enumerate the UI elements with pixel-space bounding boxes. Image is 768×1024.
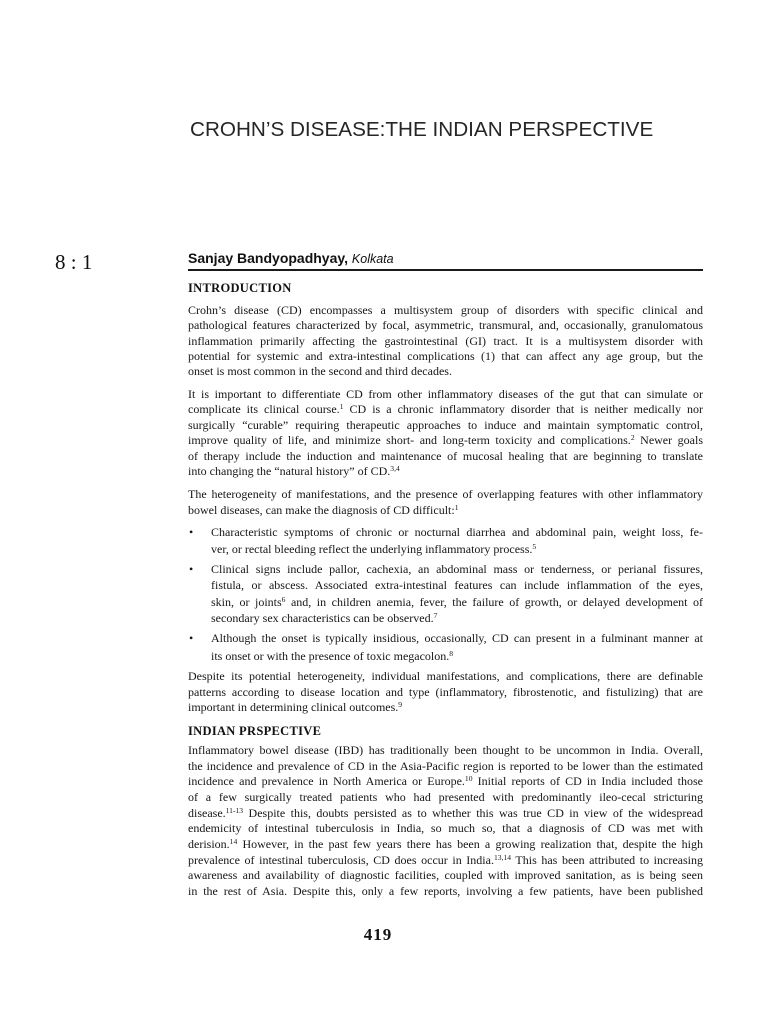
citation-superscript: 5 <box>532 542 537 551</box>
intro-paragraph-2 <box>188 387 703 479</box>
text-line: Characteristic symptoms of chronic or nocturnal diarrhea and abdominal pain, weight loss, fe- <box>211 525 703 539</box>
text-line: derision.$^{14}$ However, in the past few years there has been a growing realization that, despite the high <box>188 837 703 852</box>
bullet-text <box>211 524 703 558</box>
text-line: important in determining clinical outcomes.$^9$ <box>188 700 403 714</box>
citation-superscript: 9 <box>398 700 403 709</box>
text-line: the incidence and prevalence of CD in the Asia-Pacific region is reported to be lower than the estimated <box>188 758 703 773</box>
chapter-title: CROHN’S DISEASE:THE INDIAN PERSPECTIVE <box>190 118 654 141</box>
bullet-icon: • <box>189 562 194 576</box>
indian-perspective-paragraph-1 <box>188 743 703 900</box>
text-line: disease.$^{11-13}$ Despite this, doubts persisted as to whether this was true CD in view of the widespread <box>188 805 703 820</box>
bullet-text <box>211 561 703 626</box>
chapter-number: 8 : 1 <box>55 250 93 274</box>
text-line: potential for systemic and extra-intestinal complications (1) that can affect any age group, but the <box>188 348 703 363</box>
citation-superscript: 1 <box>454 503 459 512</box>
bullet-item-onset <box>188 629 703 665</box>
bullet-icon: • <box>189 525 194 539</box>
text-line: of therapy include the induction and maintenance of mucosal healing that are beginning to translate <box>188 448 703 463</box>
text-line: into changing the “natural history” of CD.$^{3,4}$ <box>188 464 400 479</box>
intro-paragraph-4 <box>188 669 703 716</box>
text-line: Although the onset is typically insidious, occasionally, CD can present in a fulminant manner at <box>211 631 703 645</box>
author-location: Kolkata <box>351 252 394 266</box>
citation-superscript: 14 <box>229 837 238 847</box>
text-line: Clinical signs include pallor, cachexia, an abdominal mass or tenderness, or perianal fissures, <box>211 562 703 576</box>
bullet-item-symptoms <box>188 524 703 558</box>
bullet-text <box>211 629 703 665</box>
citation-superscript: 3,4 <box>390 464 400 474</box>
citation-superscript: 7 <box>433 610 438 620</box>
citation-superscript: 2 <box>630 433 635 443</box>
text-line: onset is most common in the second and third decades. <box>188 364 452 378</box>
section-heading-indian-perspective: INDIAN PRSPECTIVE <box>188 724 322 738</box>
text-line: improve quality of life, and minimize short- and long-term toxicity and complications.$^2$ Newer goals <box>188 433 703 448</box>
citation-superscript: 13,14 <box>493 852 512 862</box>
text-line: surgically “curable” requiring therapeutic approaches to induce and maintain symptomatic control, <box>188 417 703 432</box>
bullet-icon: • <box>189 631 194 645</box>
text-line: Crohn’s disease (CD) encompasses a multisystem group of disorders with specific clinical and <box>188 303 703 317</box>
header-rule <box>188 269 703 271</box>
text-line: secondary sex characteristics can be observed.$^7$ <box>211 610 438 625</box>
intro-paragraph-3 <box>188 486 703 518</box>
citation-superscript: 8 <box>449 649 454 658</box>
text-line: ver, or rectal bleeding reflect the underlying inflammatory process.$^5$ <box>211 542 537 556</box>
text-line: Despite its potential heterogeneity, individual manifestations, and complications, there are definable <box>188 669 703 683</box>
text-line: patterns according to disease location and type (inflammatory, fibrostenotic, and fistulizing) that are <box>188 684 703 699</box>
text-line: incidence and prevalence in North America or Europe.$^{10}$ Initial reports of CD in India included those <box>188 774 703 789</box>
citation-superscript: 10 <box>464 774 473 784</box>
text-line: prevalence of intestinal tuberculosis, CD does occur in India.$^{13,14}$ This has been attributed to increasing <box>188 852 703 867</box>
text-line: endemicity of intestinal tuberculosis in India, so much so, that a diagnosis of CD was met with <box>188 821 703 836</box>
text-line: Inflammatory bowel disease (IBD) has traditionally been thought to be uncommon in India. Overall, <box>188 743 703 757</box>
citation-superscript: 1 <box>339 402 344 412</box>
author-name: Sanjay Bandyopadhyay, <box>188 250 349 266</box>
bullet-item-clinical-signs <box>188 561 703 626</box>
text-line: The heterogeneity of manifestations, and the presence of overlapping features with other inflammatory <box>188 487 703 501</box>
author-line <box>188 249 394 268</box>
text-line: inflammation primarily affecting the gastrointestinal (GI) tract. It is a multisystem disorder with <box>188 333 703 348</box>
section-heading-introduction: INTRODUCTION <box>188 281 292 295</box>
citation-superscript: 6 <box>281 594 286 604</box>
text-line: fistula, or abscess. Associated extra-intestinal features can include inflammation of the eyes, <box>211 578 703 593</box>
text-line: of a few surgically treated patients who had presented with predominantly ileo-cecal stricturing <box>188 790 703 805</box>
text-line: bowel diseases, can make the diagnosis of CD difficult:$^1$ <box>188 503 459 517</box>
text-line: complicate its clinical course.$^1$ CD is a chronic inflammatory disorder that is neither medically nor <box>188 402 703 417</box>
text-line: skin, or joints$^6$ and, in children anemia, fever, the failure of growth, or delayed development of <box>211 594 703 609</box>
page-number: 419 <box>363 925 393 944</box>
citation-superscript: 11-13 <box>225 805 244 815</box>
text-line: awareness and availability of diagnostic facilities, coupled with improved sanitation, as is being seen <box>188 868 703 883</box>
text-line: It is important to differentiate CD from other inflammatory diseases of the gut that can simulate or <box>188 387 703 401</box>
intro-paragraph-1 <box>188 303 703 379</box>
text-line: its onset or with the presence of toxic megacolon.$^8$ <box>211 649 454 663</box>
text-line: pathological features characterized by focal, asymmetric, transmural, and, occasionally, granulomatous <box>188 318 703 333</box>
text-line: in the rest of Asia. Despite this, only a few reports, involving a few patients, have been published <box>188 884 703 899</box>
